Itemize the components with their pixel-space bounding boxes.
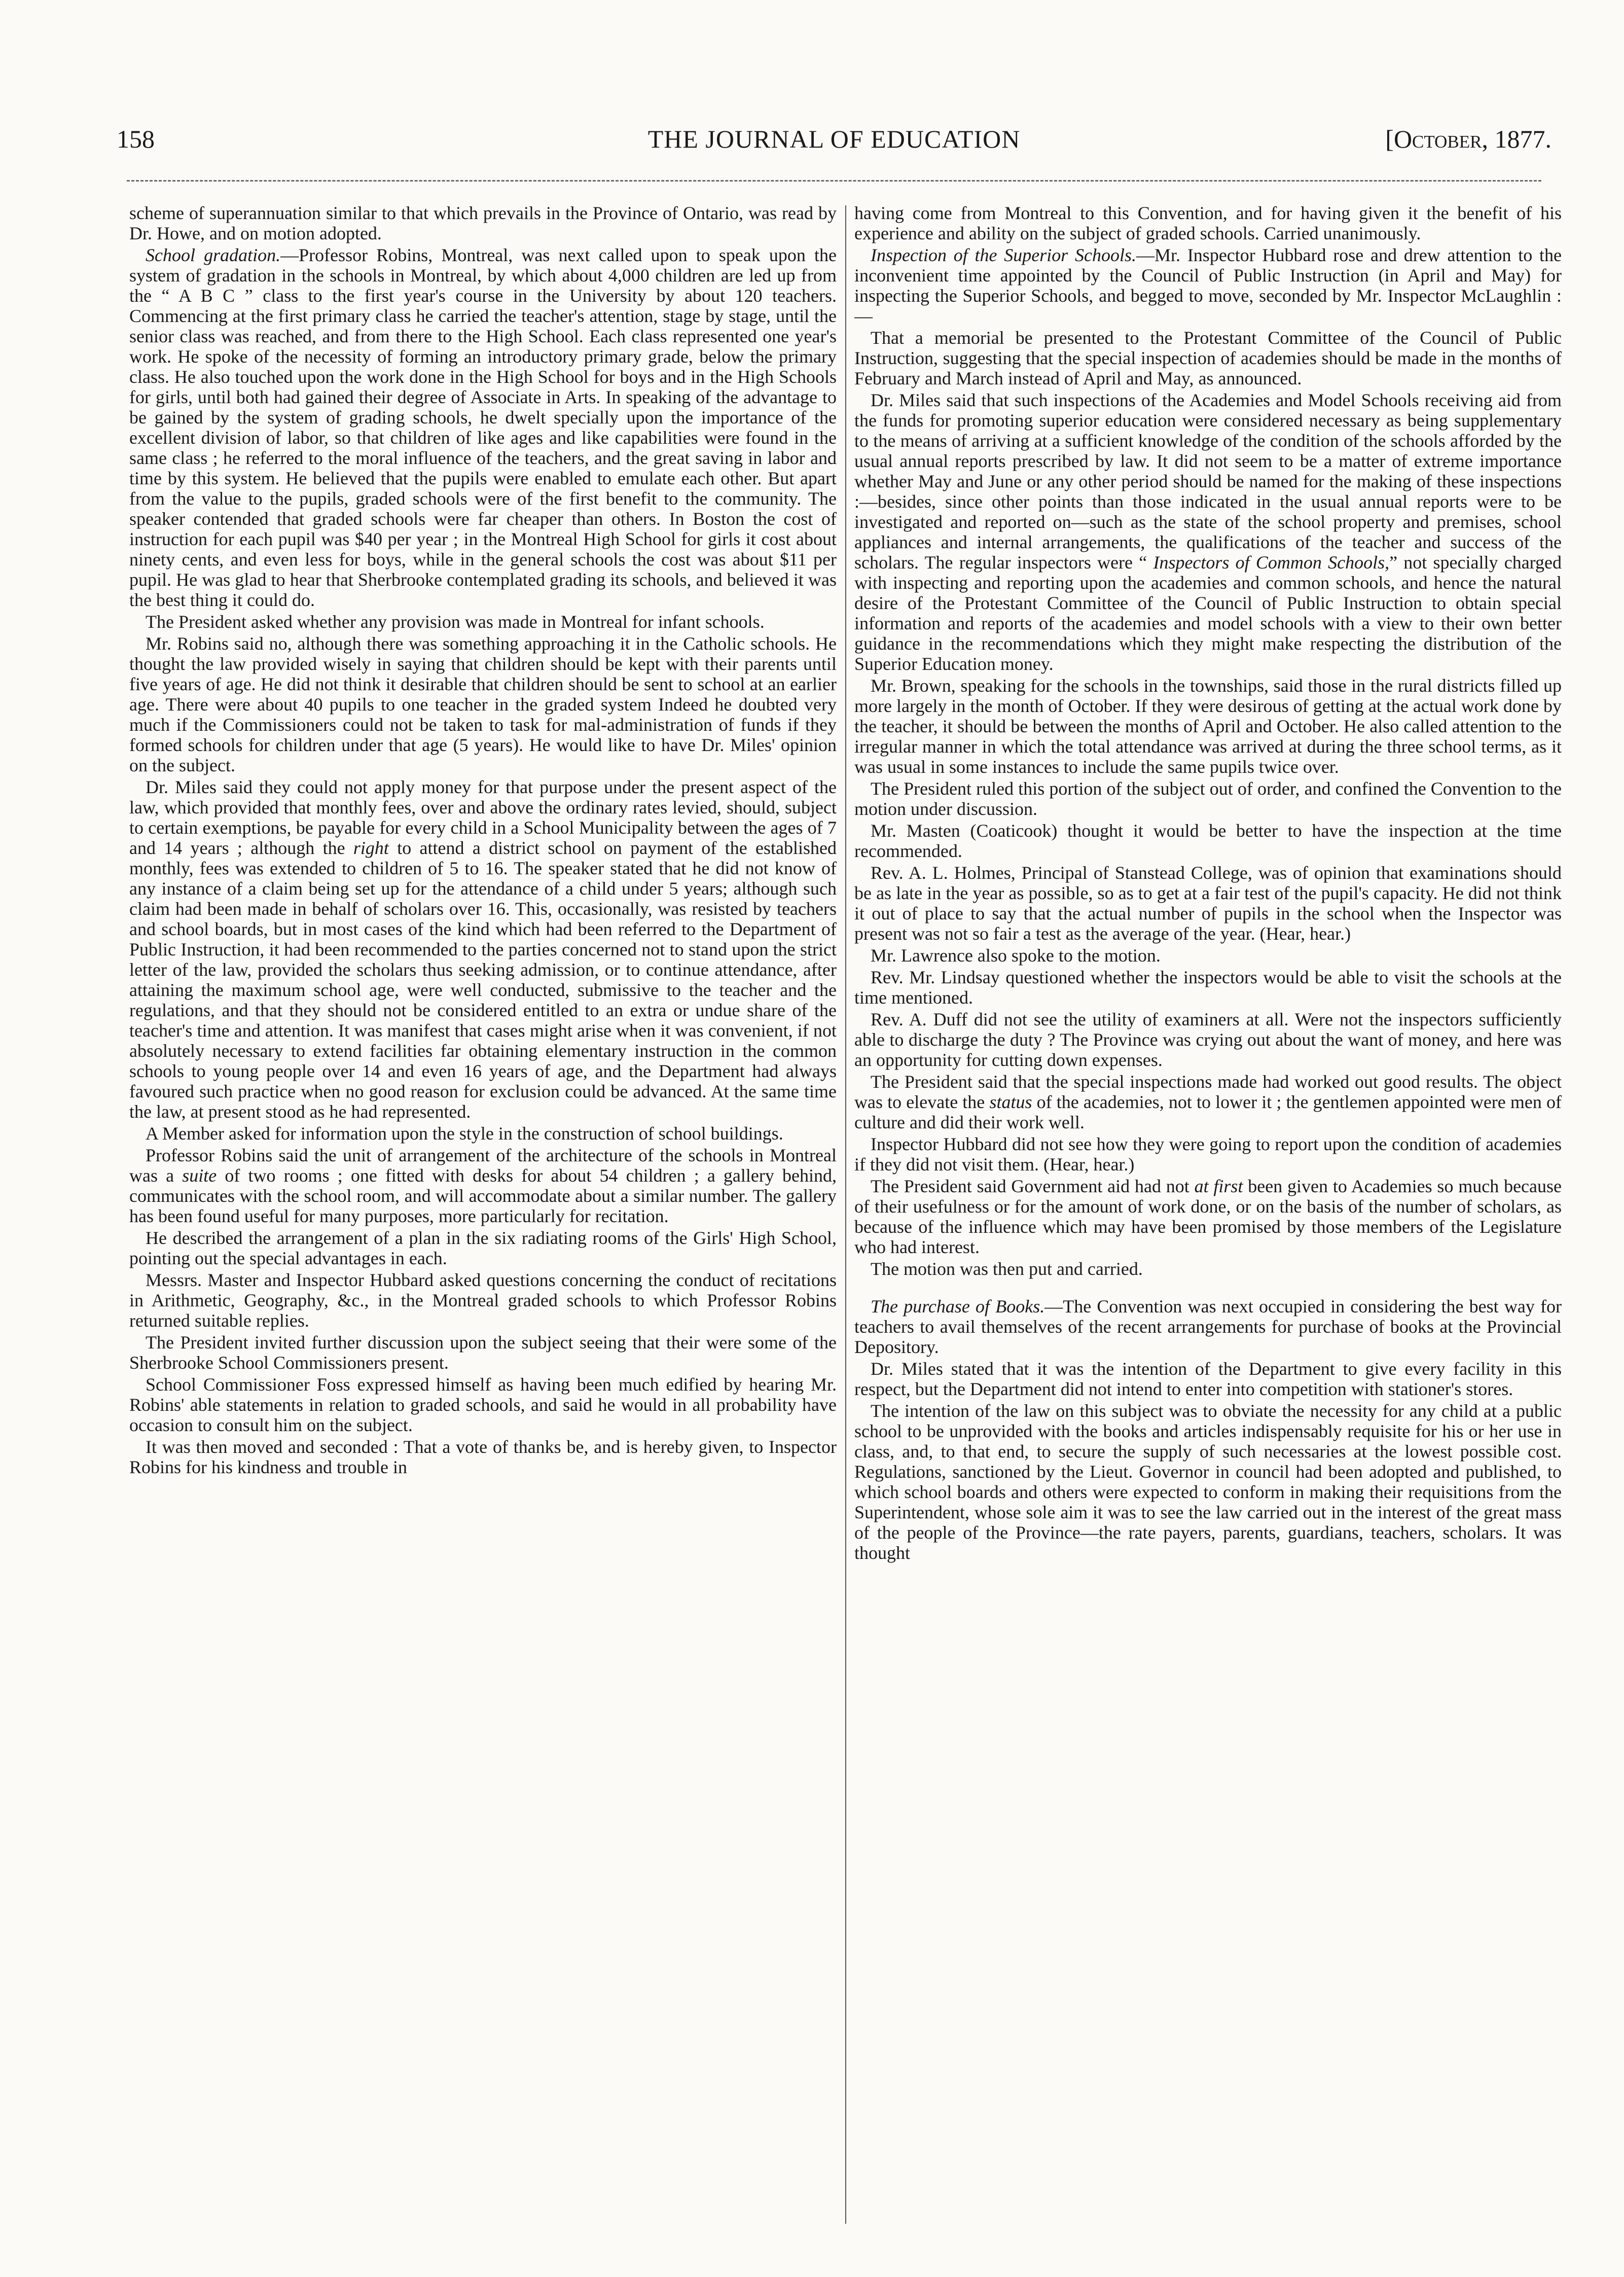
paragraph-text: ” not specially charged with inspecting and reporting upon the academies and common schools, and hence the natural desire of the Protestant Committee of the Council of Public Instruction to obtain special information and reports of the academies and model schools with a view to their own better guidance in the recommendations which they might make respecting the distribution of the Superior Education money.: [854, 552, 1562, 674]
paragraph: Mr. Brown, speaking for the schools in the townships, said those in the rural districts filled up more largely in the month of October. If they were desirous of getting at the actual work done by the teacher, it should be between the months of April and October. He also called attention to the irregular manner in which the total attendance was arrived at during the three school terms, as it was usual in some instances to include the same pupils twice over.: [854, 675, 1562, 777]
paragraph: [854, 1072, 1562, 1132]
issue-date: [October, 1877.: [1385, 125, 1551, 153]
page-number: 158: [117, 125, 155, 153]
paragraph-text: been given to Academies so much because of their usefulness or for the amount of work done, or on the basis of the number of scholars, as because of the influence which may have been promised by those members of the Legislature who had interest.: [854, 1176, 1562, 1257]
paragraph: [854, 390, 1562, 674]
paragraph: A Member asked for information upon the style in the construction of school buildings.: [146, 1123, 783, 1144]
section-heading: The purchase of Books.: [871, 1296, 1045, 1317]
paragraph: The intention of the law on this subject was to obviate the necessity for any child at a public school to be unprovided with the books and articles indispensably requisite for his or her use in class, and, to that end, to secure the supply of such necessaries at the lowest possible cost. Regulations, sanctioned by the Lieut. Governor in council had been adopted and published, to which school boards and others were expected to conform in making their requisitions from the Superintendent, whose sole aim it was to see the law carried out in the interest of the great mass of the people of the Province—the rate payers, parents, guardians, teachers, scholars. It was thought: [854, 1401, 1562, 1563]
paragraph: having come from Montreal to this Convention, and for having given it the benefit of his experience and ability on the subject of graded schools. Carried unanimously.: [854, 203, 1562, 243]
paragraph-text: —The Convention was next occupied in considering the best way for teachers to avail themselves of the recent arrangements for purchase of books at the Provincial Depository.: [854, 1296, 1562, 1357]
paragraph-text: The President said that the special inspections made had worked out good results. The object was to elevate the: [854, 1072, 1562, 1112]
paragraph-text: to attend a district school on payment of the established monthly, fees was extended to children of 5 to 16. The speaker stated that he did not know of any instance of a claim being set up for the attendance of a child under 5 years; although such claim had been made in behalf of scholars over 16. This, occasionally, was resisted by teachers and school boards, but in most cases of the kind which had been referred to the Department of Public Instruction, it had been recommended to the parties concerned not to stand upon the strict letter of the law, provided the scholars thus seeking admission, or to continue attendance, after attaining the maximum school age, were well conducted, submissive to the teacher and the regulations, and that they should not be considered entitled to an extra or undue share of the teacher's time and attention. It was manifest that cases might arise when it was convenient, if not absolutely necessary to extend facilities far obtaining elementary instruction in the common schools to young people over 14 and even 16 years of age, and the Department had always favoured such practice when no good reason for exclusion could be advanced. At the same time the law, at present stood as he had represented.: [129, 838, 837, 1122]
paragraph: Inspector Hubbard did not see how they were going to report upon the condition of academies if they did not visit them. (Hear, hear.): [854, 1134, 1562, 1175]
paragraph-text: —Professor Robins, Montreal, was next called upon to speak upon the system of gradation in the schools in Montreal, by which about 4,000 children are led up from the “ A B C ” class to the first year's course in the University by about 120 teachers. Commencing at the first primary class he carried the teacher's attention, stage by stage, until the senior class was reached, and from there to the High School. Each class represented one year's work. He spoke of the necessity of forming an introductory primary grade, below the primary class. He also touched upon the work done in the High School for boys and in the High Schools for girls, until both had gained their degree of Associate in Arts. In speaking of the advantage to be gained by the system of grading schools, he dwelt specially upon the importance of the excellent division of labor, so that children of like ages and like capabilities were found in the same class ; he referred to the moral influence of the teachers, and the great saving in labor and time by this system. He believed that the pupils were enabled to emulate each other. But apart from the value to the pupils, graded schools were of the first benefit to the community. The speaker contended that graded schools were far cheaper than others. In Boston the cost of instruction for each pupil was $40 per year ; in the Montreal High School for girls it cost about ninety cents, and even less for boys, while in the general schools the cost was about $11 per pupil. He was glad to hear that Sherbrooke contemplated grading its schools, and believed it was the best thing it could do.: [129, 245, 837, 610]
paragraph-text: of the academies, not to lower it ; the gentlemen appointed were men of culture and did their work well.: [854, 1092, 1562, 1132]
paragraph: The President asked whether any provision was made in Montreal for infant schools.: [146, 612, 765, 632]
page-header: [117, 124, 1551, 165]
paragraph: [854, 245, 1562, 326]
paragraph: Mr. Lawrence also spoke to the motion.: [871, 945, 1161, 966]
paragraph: That a memorial be presented to the Protestant Committee of the Council of Public Instruction, suggesting that the special inspection of academies should be made in the months of February and March instead of April and May, as announced.: [854, 328, 1562, 388]
paragraph: He described the arrangement of a plan in the six radiating rooms of the Girls' High School, pointing out the special advantages in each.: [129, 1228, 837, 1268]
paragraph-text: —Mr. Inspector Hubbard rose and drew attention to the inconvenient time appointed by the Council of Public Instruction (in April and May) for inspecting the Superior Schools, and begged to move, seconded by Mr. Inspector McLaughlin :—: [854, 245, 1562, 326]
left-column: [129, 203, 837, 2236]
paragraph: Rev. Mr. Lindsay questioned whether the inspectors would be able to visit the schools at the time mentioned.: [854, 967, 1562, 1008]
paragraph: [129, 245, 837, 610]
paragraph-text: Dr. Miles said they could not apply money for that purpose under the present aspect of the law, which provided that monthly fees, over and above the ordinary rates levied, should, subject to certain exemptions, be payable for every child in a School Municipality between the ages of 7 and 14 years ; although the: [129, 777, 837, 858]
paragraph: Rev. A. Duff did not see the utility of examiners at all. Were not the inspectors sufficiently able to discharge the duty ? The Province was crying out about the want of money, and here was an opportunity for cutting down expenses.: [854, 1009, 1562, 1070]
paragraph: The President invited further discussion upon the subject seeing that their were some of the Sherbrooke School Commissioners present.: [129, 1332, 837, 1373]
paragraph-text: The President said Government aid had not: [871, 1176, 1195, 1196]
paragraph: [854, 1176, 1562, 1257]
paragraph: It was then moved and seconded : That a vote of thanks be, and is hereby given, to Inspector Robins for his kindness and trouble in: [129, 1437, 837, 1477]
emphasis: right: [353, 838, 389, 858]
paragraph: Rev. A. L. Holmes, Principal of Stanstead College, was of opinion that examinations should be as late in the year as possible, so as to get at a fair test of the pupil's capacity. He did not think it out of place to say that the actual number of pupils in the school when the Inspector was present was not so fair a test as the average of the year. (Hear, hear.): [854, 863, 1562, 944]
paragraph-text: Dr. Miles said that such inspections of the Academies and Model Schools receiving aid from the funds for promoting superior education were considered necessary as being supplementary to the means of arriving at a sufficient knowledge of the condition of the schools afforded by the usual annual reports prescribed by law. It did not seem to be a matter of extreme importance whether May and June or any other period should be named for the making of these inspections :—besides, since other points than those indicated in the usual annual reports were to be investigated and reported on—such as the state of the school property and premises, school appliances and internal arrangements, the qualifications of the teacher and success of the scholars. The regular inspectors were “: [854, 390, 1562, 573]
emphasis: Inspectors of Common Schools,: [1153, 552, 1390, 573]
journal-title: THE JOURNAL OF EDUCATION: [647, 125, 1021, 153]
paragraph-text: of two rooms ; one fitted with desks for about 54 children ; a gallery behind, communicates with the school room, and will accommodate about a similar number. The gallery has been found useful for many purposes, more particularly for recitation.: [129, 1165, 837, 1226]
paragraph: [129, 777, 837, 1122]
section-heading: School gradation.: [146, 245, 281, 265]
emphasis: status: [989, 1092, 1032, 1112]
paragraph: Mr. Robins said no, although there was something approaching it in the Catholic schools. He thought the law provided wisely in saying that children should be kept with their parents until five years of age. He did not think it desirable that children should be sent to school at an earlier age. There were about 40 pupils to one teacher in the graded system Indeed he doubted very much if the Commissioners could not be taken to task for mal-administration of funds if they formed schools for children under that age (5 years). He would like to have Dr. Miles' opinion on the subject.: [129, 633, 837, 775]
column-divider: [845, 205, 846, 2224]
paragraph: Mr. Masten (Coaticook) thought it would be better to have the inspection at the time recommended.: [854, 821, 1562, 861]
paragraph: [129, 1145, 837, 1226]
paragraph: The motion was then put and carried.: [871, 1259, 1143, 1279]
emphasis: suite: [182, 1165, 217, 1186]
header-rule: [127, 180, 1541, 182]
paragraph-text: Professor Robins said the unit of arrangement of the architecture of the schools in Montreal was a: [129, 1145, 837, 1186]
right-column: [854, 203, 1562, 2236]
paragraph: [854, 1296, 1562, 1357]
paragraph: Messrs. Master and Inspector Hubbard asked questions concerning the conduct of recitations in Arithmetic, Geography, &c., in the Montreal graded schools to which Professor Robins returned suitable replies.: [129, 1270, 837, 1331]
paragraph: School Commissioner Foss expressed himself as having been much edified by hearing Mr. Robins' able statements in relation to graded schools, and said he would in all probability have occasion to consult him on the subject.: [129, 1374, 837, 1435]
paragraph: Dr. Miles stated that it was the intention of the Department to give every facility in this respect, but the Department did not intend to enter into competition with stationer's stores.: [854, 1359, 1562, 1399]
section-heading: Inspection of the Superior Schools.: [871, 245, 1137, 265]
paragraph: The President ruled this portion of the subject out of order, and confined the Convention to the motion under discussion.: [854, 778, 1562, 819]
paragraph: scheme of superannuation similar to that which prevails in the Province of Ontario, was read by Dr. Howe, and on motion adopted.: [129, 203, 837, 243]
emphasis: at first: [1194, 1176, 1243, 1196]
